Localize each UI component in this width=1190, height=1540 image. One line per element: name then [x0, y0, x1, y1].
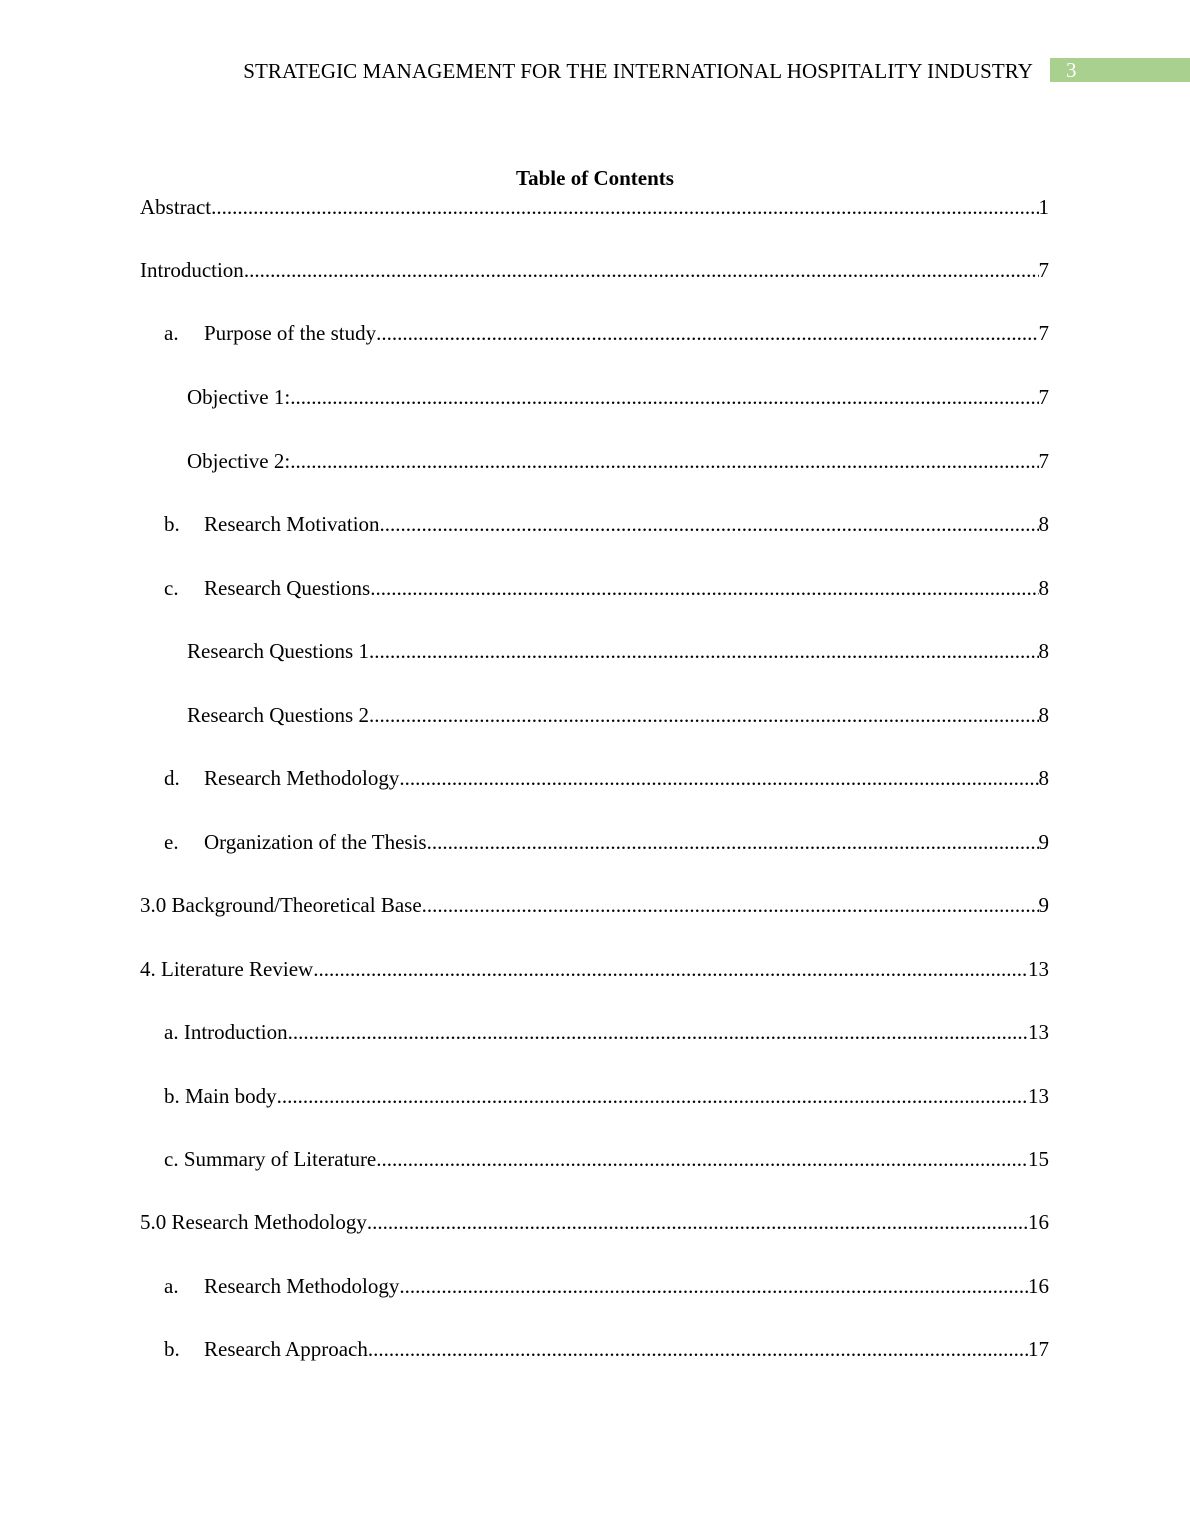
toc-list-marker: d. — [164, 766, 180, 790]
toc-dot-leader — [290, 383, 1038, 411]
toc-page-number: 8 — [1038, 576, 1049, 600]
page-header — [0, 57, 1190, 85]
toc-page-number: 17 — [1028, 1337, 1049, 1361]
toc-entry-research-motivation[interactable] — [164, 510, 1049, 538]
toc-list-marker: a. — [164, 321, 179, 345]
toc-entry-research-questions[interactable] — [164, 574, 1049, 602]
running-header-title: STRATEGIC MANAGEMENT FOR THE INTERNATIONAL HOSPITALITY INDUSTRY — [243, 59, 1033, 83]
toc-dot-leader — [368, 1335, 1028, 1363]
toc-entry-text: a. Introduction — [164, 1020, 288, 1044]
toc-entry-text: 3.0 Background/Theoretical Base — [140, 893, 422, 917]
toc-page-number: 7 — [1038, 385, 1049, 409]
toc-entry-research-methodology-chapter[interactable] — [140, 1208, 1049, 1236]
toc-entry-purpose-of-study[interactable] — [164, 319, 1049, 347]
toc-list-marker: b. — [164, 1337, 180, 1361]
toc-dot-leader — [427, 828, 1039, 856]
toc-entry-literature-review[interactable] — [140, 955, 1049, 983]
toc-dot-leader — [376, 1145, 1028, 1173]
toc-page-number: 15 — [1028, 1147, 1049, 1171]
toc-page-number: 8 — [1038, 512, 1049, 536]
toc-page-number: 7 — [1038, 449, 1049, 473]
toc-entry-text: Research Questions 2 — [187, 703, 369, 727]
toc-dot-leader — [369, 637, 1039, 665]
toc-dot-leader — [288, 1018, 1028, 1046]
toc-list-marker: c. — [164, 576, 179, 600]
toc-entry-text: c. Summary of Literature — [164, 1147, 377, 1171]
toc-entry-text: 5.0 Research Methodology — [140, 1210, 367, 1234]
toc-entry-introduction[interactable] — [140, 256, 1049, 284]
toc-list-marker: b. — [164, 512, 180, 536]
toc-dot-leader — [211, 193, 1038, 221]
toc-dot-leader — [399, 1272, 1028, 1300]
toc-entry-abstract[interactable] — [140, 193, 1049, 221]
page-number: 3 — [1066, 58, 1077, 82]
toc-entry-research-methodology-sub[interactable] — [164, 1272, 1049, 1300]
toc-entry-objective-2[interactable] — [187, 447, 1049, 475]
toc-entry-text: Introduction — [140, 258, 244, 282]
toc-entry-organization-of-thesis[interactable] — [164, 828, 1049, 856]
toc-dot-leader — [290, 447, 1038, 475]
toc-entry-text: Purpose of the study — [204, 321, 377, 345]
toc-entry-lit-introduction[interactable] — [164, 1018, 1049, 1046]
toc-entry-text: Objective 1: — [187, 385, 291, 409]
toc-page-number: 13 — [1028, 1020, 1049, 1044]
toc-page-number: 8 — [1038, 766, 1049, 790]
toc-dot-leader — [277, 1082, 1028, 1110]
toc-entry-summary-of-literature[interactable] — [164, 1145, 1049, 1173]
toc-dot-leader — [370, 574, 1038, 602]
toc-dot-leader — [380, 510, 1039, 538]
toc-dot-leader — [367, 1208, 1028, 1236]
toc-entry-text: Research Methodology — [204, 1274, 400, 1298]
toc-entry-text: 4. Literature Review — [140, 957, 314, 981]
toc-list-marker: a. — [164, 1274, 179, 1298]
toc-entry-research-questions-1[interactable] — [187, 637, 1049, 665]
toc-entry-objective-1[interactable] — [187, 383, 1049, 411]
toc-page-number: 1 — [1038, 195, 1049, 219]
toc-entry-research-approach[interactable] — [164, 1335, 1049, 1363]
toc-page-number: 16 — [1028, 1274, 1049, 1298]
toc-list-marker: e. — [164, 830, 179, 854]
toc-dot-leader — [422, 891, 1039, 919]
toc-page-number: 8 — [1038, 639, 1049, 663]
toc-entry-text: Research Motivation — [204, 512, 380, 536]
toc-entry-main-body[interactable] — [164, 1082, 1049, 1110]
toc-page-number: 13 — [1028, 1084, 1049, 1108]
toc-page-number: 13 — [1028, 957, 1049, 981]
toc-entry-text: Research Methodology — [204, 766, 400, 790]
toc-entry-research-questions-2[interactable] — [187, 701, 1049, 729]
toc-entry-text: Research Questions 1 — [187, 639, 369, 663]
toc-dot-leader — [313, 955, 1028, 983]
toc-entry-text: Research Approach — [204, 1337, 368, 1361]
toc-page-number: 7 — [1038, 258, 1049, 282]
toc-page-number: 16 — [1028, 1210, 1049, 1234]
toc-entry-text: Organization of the Thesis — [204, 830, 427, 854]
toc-entry-text: Research Questions — [204, 576, 371, 600]
toc-page-number: 9 — [1038, 893, 1049, 917]
toc-dot-leader — [376, 319, 1038, 347]
toc-entry-text: b. Main body — [164, 1084, 277, 1108]
toc-page-number: 8 — [1038, 703, 1049, 727]
toc-entry-text: Abstract — [140, 195, 212, 219]
page-number-badge — [1050, 58, 1190, 82]
toc-page-number: 9 — [1038, 830, 1049, 854]
toc-entry-background[interactable] — [140, 891, 1049, 919]
toc-dot-leader — [399, 764, 1038, 792]
toc-dot-leader — [244, 256, 1039, 284]
toc-title: Table of Contents — [516, 166, 674, 190]
toc-dot-leader — [369, 701, 1039, 729]
toc-page-number: 7 — [1038, 321, 1049, 345]
toc-entry-text: Objective 2: — [187, 449, 291, 473]
toc-entry-research-methodology[interactable] — [164, 764, 1049, 792]
